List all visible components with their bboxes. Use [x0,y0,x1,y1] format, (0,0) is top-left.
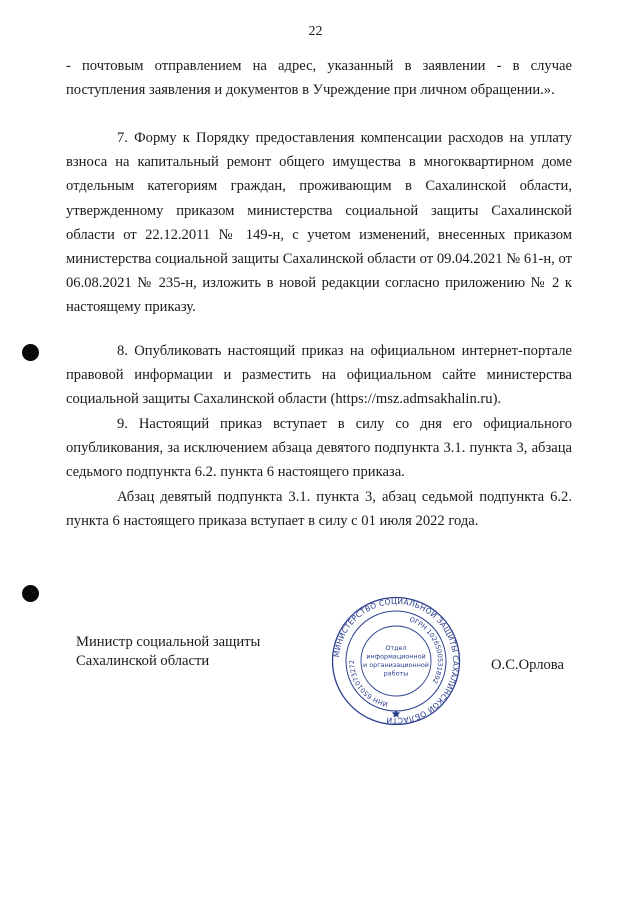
punch-hole-bottom [22,585,39,602]
signatory-title [76,633,260,671]
seal-outer-text: МИНИСТЕРСТВО СОЦИАЛЬНОЙ ЗАЩИТЫ САХАЛИНСКОЙ ОБЛАСТИ [332,596,461,726]
paragraph-mail-delivery: - почтовым отправлением на адрес, указанный в заявлении - в случае поступления заявления и документов в Учреждение при личном обращении.». [66,58,572,99]
paragraph-9: 9. Настоящий приказ вступает в силу со дня его официального опубликования, за исключением абзаца девятого подпункта 3.1. пункта 3, абзаца седьмого подпункта 6.2. пункта 6 настоящего приказа. [66,416,572,481]
signatory-title-line-1: Министр социальной защиты [76,634,261,650]
seal-inn: ИНН 6501073272 [347,659,389,709]
punch-hole-top [22,344,39,361]
seal-center-line-3: и организационной [363,661,429,669]
paragraph-8: 8. Опубликовать настоящий приказ на официальном интернет-портале правовой информации и разместить на официальном сайте министерства социальной защиты Сахалинской области (https://msz.admsakhalin.ru). [66,343,572,408]
seal-ogrn: ОГРН 1026500531892 [408,615,445,686]
seal-center-line-4: работы [383,669,409,678]
paragraph-7: 7. Форму к Порядку предоставления компенсации расходов на уплату взноса на капитальный ремонт общего имущества в многоквартирном доме отдельным категориям граждан, проживающим в Сахалинской области, утвержденному приказом министерства социальной защиты Сахалинской области от 22.12.2011 № 149-н, с учетом изменений, внесенных приказом министерства социальной защиты Сахалинской области от 09.04.2021 № 61-н, от 06.08.2021 № 235-н, изложить в новой редакции согласно приложению № 2 к настоящему приказу. [66,130,572,316]
seal-center-line-1: Отдел [385,644,407,652]
paragraph-effective-date: Абзац девятый подпункта 3.1. пункта 3, абзац седьмой подпункта 6.2. пункта 6 настоящего приказа вступает в силу с 01 июля 2022 года. [66,489,572,530]
official-seal [331,596,461,726]
signatory-title-line-2: Сахалинской области [76,653,210,669]
signatory-name: О.С.Орлова [491,657,564,673]
seal-center-line-2: информационной [366,652,426,661]
page-number: 22 [308,24,323,39]
